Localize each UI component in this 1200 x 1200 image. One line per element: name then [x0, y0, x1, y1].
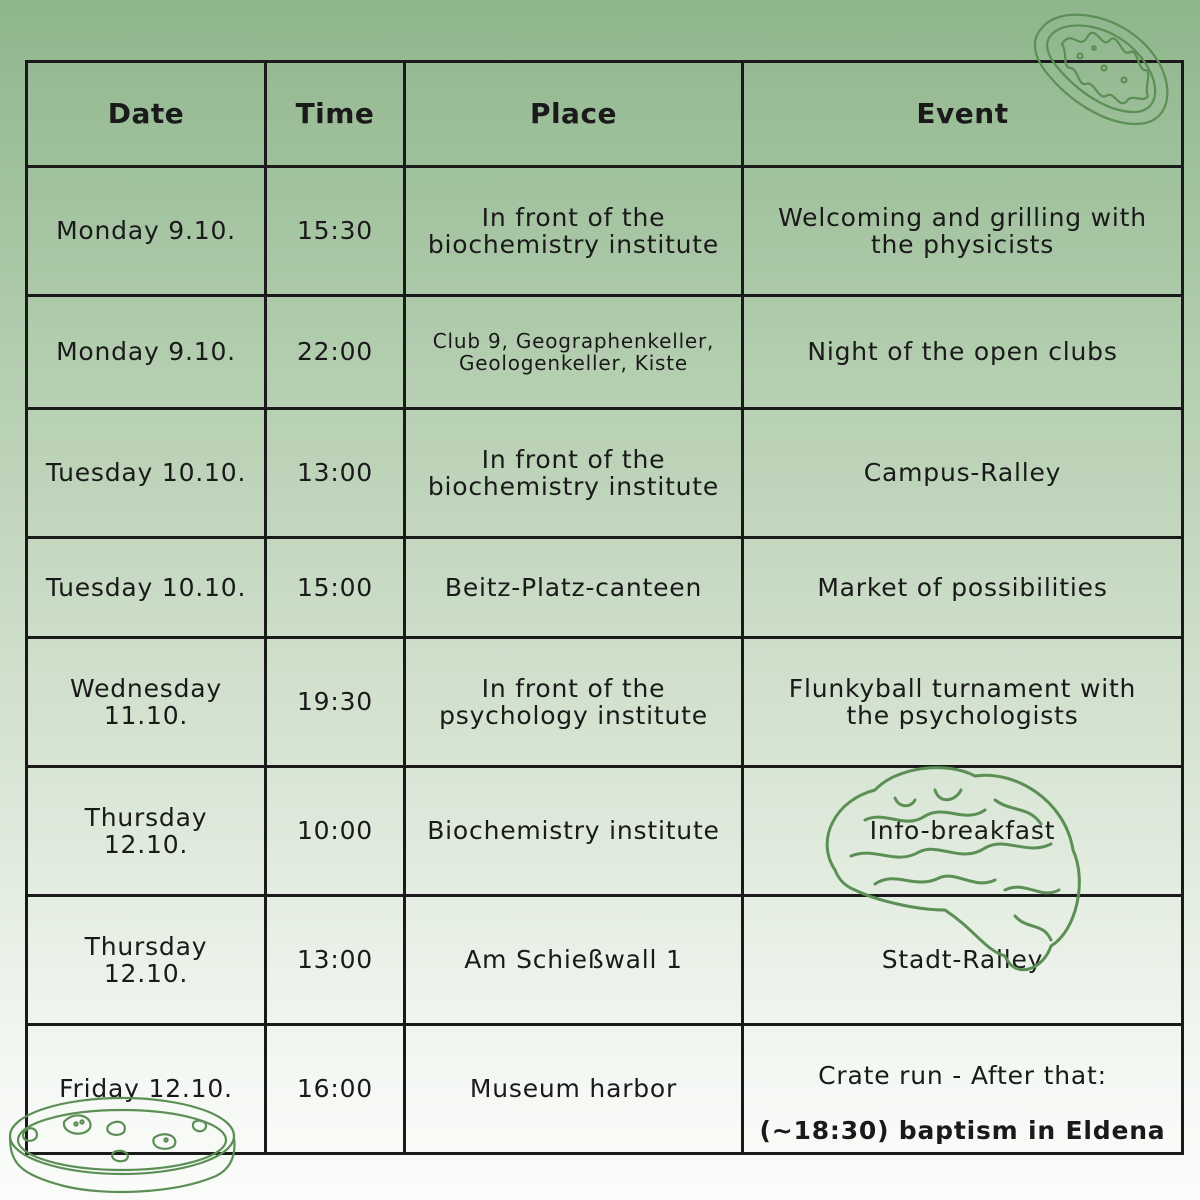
cell-date: Tuesday 10.10. — [27, 538, 266, 638]
cell-event: Info-breakfast — [743, 767, 1183, 896]
header-place: Place — [405, 62, 743, 167]
cell-event: Night of the open clubs — [743, 296, 1183, 409]
cell-date: Wednesday 11.10. — [27, 638, 266, 767]
cell-place: Am Schießwall 1 — [405, 896, 743, 1025]
cell-time: 10:00 — [266, 767, 405, 896]
cell-place: In front of the psychology institute — [405, 638, 743, 767]
cell-time: 19:30 — [266, 638, 405, 767]
cell-place: In front of the biochemistry institute — [405, 167, 743, 296]
table-row — [27, 538, 1183, 638]
cell-time: 22:00 — [266, 296, 405, 409]
cell-time: 15:30 — [266, 167, 405, 296]
table-row — [27, 638, 1183, 767]
cell-event: Market of possibilities — [743, 538, 1183, 638]
cell-event: Flunkyball turnament with the psychologists — [743, 638, 1183, 767]
cell-date: Thursday 12.10. — [27, 767, 266, 896]
cell-event: Campus-Ralley — [743, 409, 1183, 538]
cell-time: 16:00 — [266, 1025, 405, 1154]
cell-date: Tuesday 10.10. — [27, 409, 266, 538]
cell-date: Monday 9.10. — [27, 167, 266, 296]
table-row — [27, 409, 1183, 538]
header-event: Event — [743, 62, 1183, 167]
cell-place: Club 9, Geographenkeller, Geologenkeller, Kiste — [405, 296, 743, 409]
table-row — [27, 896, 1183, 1025]
table-row — [27, 167, 1183, 296]
event-text-bold: (~18:30) baptism in Eldena — [759, 1115, 1166, 1145]
cell-time: 13:00 — [266, 896, 405, 1025]
header-time: Time — [266, 62, 405, 167]
cell-time: 13:00 — [266, 409, 405, 538]
cell-date: Monday 9.10. — [27, 296, 266, 409]
header-row — [27, 62, 1183, 167]
cell-time: 15:00 — [266, 538, 405, 638]
cell-event: Stadt-Ralley — [743, 896, 1183, 1025]
cell-date: Thursday 12.10. — [27, 896, 266, 1025]
cell-place: In front of the biochemistry institute — [405, 409, 743, 538]
cell-place: Beitz-Platz-canteen — [405, 538, 743, 638]
cell-event — [743, 1025, 1183, 1154]
header-date: Date — [27, 62, 266, 167]
event-text: Crate run - After that: — [818, 1060, 1107, 1090]
schedule-table — [25, 60, 1184, 1155]
cell-event: Welcoming and grilling with the physicists — [743, 167, 1183, 296]
table-row — [27, 1025, 1183, 1154]
table-row — [27, 767, 1183, 896]
table-row — [27, 296, 1183, 409]
cell-place: Museum harbor — [405, 1025, 743, 1154]
cell-date: Friday 12.10. — [27, 1025, 266, 1154]
cell-place: Biochemistry institute — [405, 767, 743, 896]
